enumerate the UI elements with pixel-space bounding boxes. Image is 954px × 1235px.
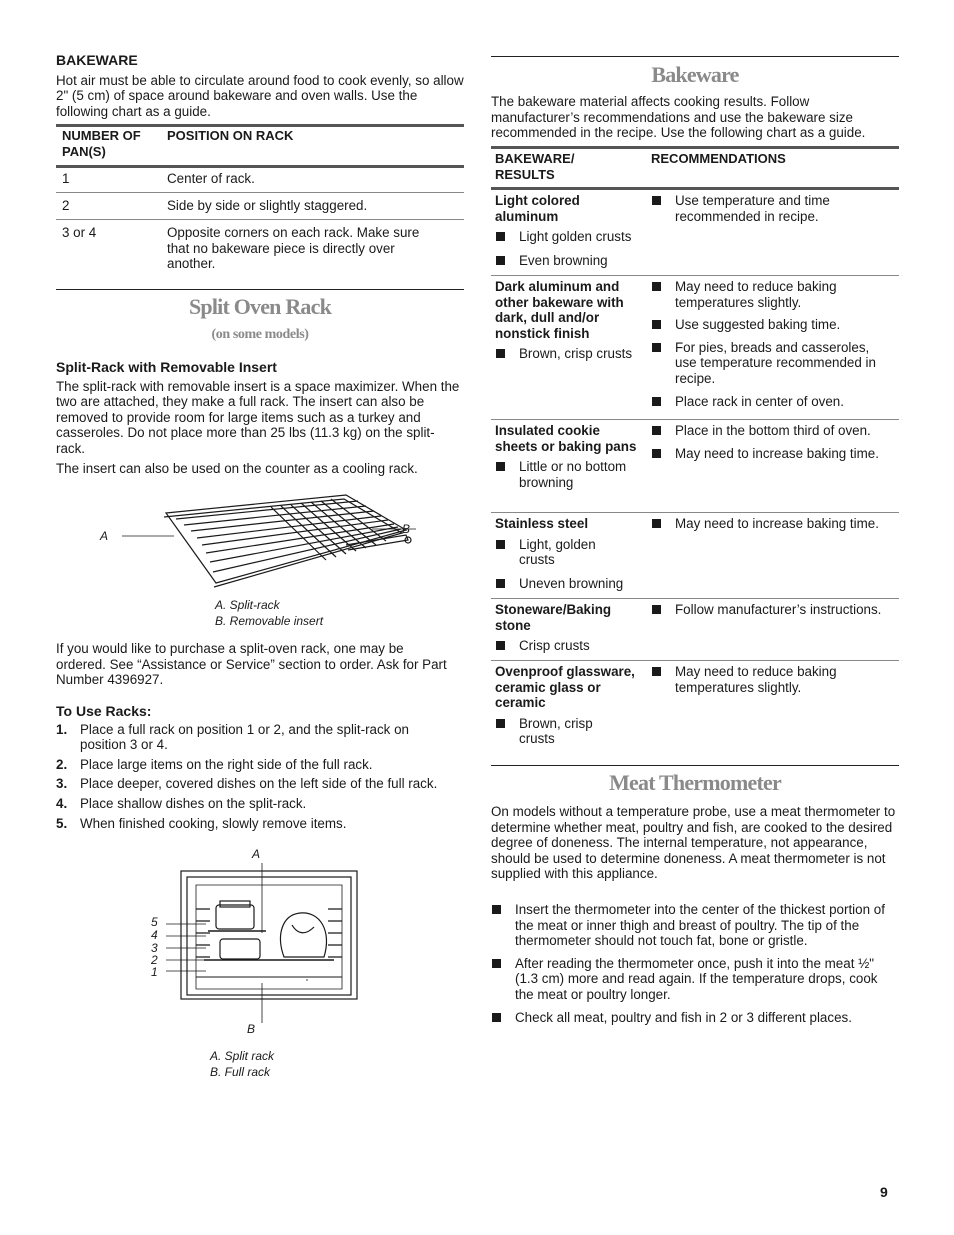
table-row-recs: May need to reduce baking temperatures slightly. Use suggested baking time. For pies, breads and casseroles, use temperature recommended in recipe. Place rack in center of oven. <box>651 279 891 409</box>
split-insert-p2: The insert can also be used on the counter as a cooling rack. <box>56 460 418 476</box>
fig2-label-b: B <box>247 1022 256 1036</box>
use-racks-steps <box>56 722 464 832</box>
table-row-recs: May need to increase baking time. <box>651 516 891 532</box>
table-row: Dark aluminum and other bakeware with dark, dull and/or nonstick finish Brown, crisp crusts <box>495 279 640 362</box>
fig2-position-5: 5 <box>151 915 158 929</box>
table-row: Ovenproof glassware, ceramic glass or ceramic Brown, crisp crusts <box>495 664 635 747</box>
fig2-position-4: 4 <box>151 928 158 942</box>
table-row: Light colored aluminum Light golden crusts Even browning <box>495 193 640 268</box>
table-row: Stainless steel Light, golden crusts Uneven browning <box>495 516 640 591</box>
list-item: 5. When finished cooking, slowly remove items. <box>56 815 347 831</box>
bakeware-header-results: BAKEWARE/ RESULTS <box>495 151 575 182</box>
section-rule <box>56 289 464 290</box>
list-item: 2. Place large items on the right side of the full rack. <box>56 756 373 772</box>
section-rule <box>491 765 899 766</box>
pan-row-3-position: Opposite corners on each rack. Make sure that no bakeware piece is directly over another. <box>167 225 420 272</box>
fig2-label-a: A <box>252 847 261 861</box>
fig2-position-2: 2 <box>151 953 158 967</box>
page-number: 9 <box>880 1184 888 1200</box>
table-row-recs: May need to reduce baking temperatures slightly. <box>651 664 891 695</box>
use-racks-heading: To Use Racks: <box>56 703 152 719</box>
list-item: 1. Place a full rack on position 1 or 2, and the split-rack on position 3 or 4. <box>56 721 409 753</box>
list-item: After reading the thermometer once, push it into the meat ½" (1.3 cm) more and read again. If the temperature drops, cook the meat or poultry longer. <box>491 956 899 1003</box>
table-row-rule <box>491 660 899 661</box>
fig2-position-3: 3 <box>151 941 158 955</box>
pan-row-1-count: 1 <box>62 171 70 186</box>
bakeware-intro: Hot air must be able to circulate around food to cook evenly, so allow 2" (5 cm) of space around bakeware and oven walls. Use the following chart as a guide. <box>56 72 464 119</box>
table-row-rule <box>491 512 899 513</box>
table-row: Insulated cookie sheets or baking pans Little or no bottom browning <box>495 423 640 490</box>
table-top-rule <box>491 146 899 149</box>
list-item: 3. Place deeper, covered dishes on the left side of the full rack. <box>56 776 438 792</box>
meat-thermometer-intro: On models without a temperature probe, use a meat thermometer to determine whether meat, poultry and fish, are cooked to the desired degree of doneness. The internal temperature, not appearance, should be used to determine doneness. A meat thermometer is not supplied with this appliance. <box>491 804 896 882</box>
use-racks-section <box>56 704 464 831</box>
table-row-rule <box>56 192 464 193</box>
meat-thermometer-list <box>491 902 899 1025</box>
split-rack-illustration <box>96 485 426 595</box>
table-row-recs: Place in the bottom third of oven. May need to increase baking time. <box>651 423 891 461</box>
table-header-rule <box>491 187 899 190</box>
pan-row-3-count: 3 or 4 <box>62 225 97 240</box>
pan-row-1-position: Center of rack. <box>167 171 255 186</box>
purchase-text: If you would like to purchase a split-oven rack, one may be ordered. See “Assistance or Service” section to order. Ask for Part Number 4396927. <box>56 641 447 688</box>
section-rule <box>491 56 899 57</box>
fig1-label-b: B <box>402 522 411 536</box>
fig1-caption-a: A. Split-rack <box>215 598 280 612</box>
bakeware-title: Bakeware <box>651 62 739 87</box>
list-item: Check all meat, poultry and fish in 2 or 3 different places. <box>491 1010 899 1026</box>
fig2-caption-b: B. Full rack <box>210 1065 271 1079</box>
fig2-caption-a: A. Split rack <box>210 1049 275 1063</box>
bakeware-section <box>56 53 464 119</box>
split-insert-p1: The split-rack with removable insert is a space maximizer. When the two are attached, they make a full rack. The insert can also be removed to provide room for large items such as a turkey and casseroles. Do not place more than 25 lbs (11.3 kg) on the split-rack. <box>56 378 460 456</box>
pan-header-position: POSITION ON RACK <box>167 128 294 143</box>
fig1-caption-b: B. Removable insert <box>215 614 324 628</box>
fig2-position-1: 1 <box>151 965 158 979</box>
split-oven-rack-subtitle: (on some models) <box>211 327 309 342</box>
table-row-rule <box>491 598 899 599</box>
oven-figure-leaders <box>146 845 346 1025</box>
fig1-label-a: A <box>100 529 109 543</box>
split-oven-rack-title: Split Oven Rack <box>188 294 332 319</box>
table-row: Stoneware/Baking stone Crisp crusts <box>495 602 640 654</box>
pan-row-2-count: 2 <box>62 198 70 213</box>
list-item: 4. Place shallow dishes on the split-rack. <box>56 795 307 811</box>
table-row-rule <box>491 275 899 276</box>
list-item: Insert the thermometer into the center of the thickest portion of the meat or inner thigh and breast of poultry. The tip of the thermometer should not touch fat, bone or gristle. <box>491 902 899 949</box>
table-row-rule <box>491 419 899 420</box>
table-top-rule <box>56 124 464 127</box>
bakeware-header-recs: RECOMMENDATIONS <box>651 151 786 166</box>
table-row-rule <box>56 219 464 220</box>
split-insert-section <box>56 360 464 476</box>
table-row-recs: Use temperature and time recommended in recipe. <box>651 193 891 224</box>
bakeware-material-intro: The bakeware material affects cooking results. Follow manufacturer’s recommendations and use the bakeware size recommended in the recipe. Use the following chart as a guide. <box>491 94 866 141</box>
table-header-rule <box>56 165 464 168</box>
pan-header-number: NUMBER OF PAN(S) <box>62 128 141 159</box>
bakeware-heading: BAKEWARE <box>56 52 138 68</box>
split-insert-heading: Split-Rack with Removable Insert <box>56 359 277 375</box>
meat-thermometer-title: Meat Thermometer <box>609 770 781 795</box>
table-row-recs: Follow manufacturer’s instructions. <box>651 602 896 618</box>
pan-row-2-position: Side by side or slightly staggered. <box>167 198 368 213</box>
